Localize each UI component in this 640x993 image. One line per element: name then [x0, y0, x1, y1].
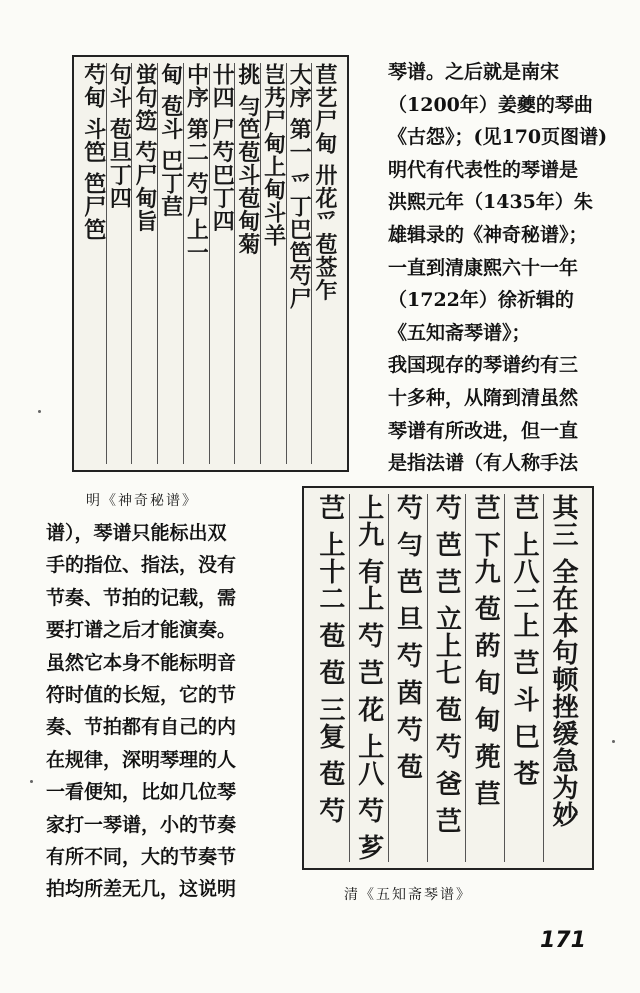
column-rule — [543, 494, 544, 862]
column-rule — [286, 63, 287, 464]
column-rule — [234, 63, 235, 464]
text-line: （1722年）徐祈辑的 — [388, 289, 574, 312]
text-line: 手的指位、指法，没有 — [46, 554, 237, 577]
scan-speck — [612, 740, 615, 743]
score-column: 中序 第二 芍尸上一 — [183, 63, 209, 265]
column-rule — [131, 63, 132, 464]
text-line: 符时值的长短，它的节 — [46, 684, 237, 706]
text-line: 节奏、节拍的记载，需 — [46, 586, 237, 609]
score-column: 大序 第一 爫丁巴笆芍尸 — [286, 63, 312, 311]
score-column: 挑 勻笆苞斗苞甸菊 — [234, 63, 260, 256]
column-rule — [504, 494, 505, 862]
score-column: 卄四 尸芍巴丁四 — [209, 63, 235, 233]
text-line: 是指法谱（有人称手法 — [388, 452, 579, 475]
qing-score-caption: 清《五知斋琴谱》 — [344, 887, 472, 903]
qing-score-image — [302, 486, 594, 870]
page-number: 171 — [540, 928, 586, 953]
ming-score-image — [72, 55, 349, 472]
text-line: 虽然它本身不能标明音 — [46, 651, 237, 674]
column-rule — [311, 63, 312, 464]
score-column: 芍 勻 芭 旦 芍 茵 芍 苞 — [392, 494, 423, 781]
column-rule — [427, 494, 428, 862]
text-line: 有所不同，大的节奏节 — [46, 846, 237, 868]
text-line: 《五知斋琴谱》； — [388, 321, 531, 344]
column-rule — [209, 63, 210, 464]
text-line: 一直到清康熙六十一年 — [388, 256, 579, 279]
score-column: 芑 上十二 苞 苞 三复 苞 芍 — [314, 494, 345, 825]
score-column: 蛍句笾 芍尸甸旨 — [132, 63, 158, 233]
column-rule — [183, 63, 184, 464]
score-column: 甸 苞斗 巴丁苣 — [157, 63, 183, 219]
score-column: 岂艿尸甸上甸斗羊 — [260, 63, 286, 247]
text-line: 要打谱之后才能演奏。 — [46, 619, 237, 642]
score-column: 芍甸 斗笆 笆尸笆 — [80, 63, 106, 242]
score-column: 其三 全在本句顿挫缓急为妙 — [547, 494, 578, 829]
score-column: 芑 上八二上 芑 斗 巳 苍 — [509, 494, 540, 788]
text-line: 琴谱有所改进，但一直 — [388, 419, 579, 442]
column-rule — [349, 494, 350, 862]
body-text-right — [388, 62, 620, 482]
score-column: 上九 有上 芍 芑 花 上八 芍 芗 — [353, 494, 384, 862]
text-line: 洪熙元年（1435年）朱 — [388, 191, 593, 214]
text-line: 拍均所差无几，这说明 — [46, 878, 237, 901]
text-line: 家打一琴谱，小的节奏 — [46, 813, 237, 836]
ming-score-columns — [80, 63, 341, 464]
text-line: 雄辑录的《神奇秘谱》； — [388, 224, 588, 246]
text-line: 在规律，深明琴理的人 — [46, 748, 237, 771]
column-rule — [260, 63, 261, 464]
body-text-left — [46, 523, 286, 913]
column-rule — [157, 63, 158, 464]
qing-score-columns — [310, 494, 586, 862]
text-line: 《古怨》；(见170页图谱) — [388, 126, 608, 149]
column-rule — [388, 494, 389, 862]
text-line: 明代有代表性的琴谱是 — [388, 158, 579, 181]
text-line: 一看便知，比如几位琴 — [46, 781, 237, 804]
scan-speck — [30, 780, 33, 783]
text-line: 十多种，从隋到清虽然 — [388, 387, 579, 409]
score-column: 句斗 苞旦丁四 — [106, 63, 132, 210]
text-line: 琴谱。之后就是南宋 — [388, 61, 560, 83]
ming-score-caption: 明《神奇秘谱》 — [86, 493, 198, 509]
score-column: 芍 芭 芑 立上七 苞 芍 爸 芑 — [431, 494, 462, 835]
text-line: 谱），琴谱只能标出双 — [46, 522, 227, 544]
column-rule — [106, 63, 107, 464]
score-column: 芑 下九 苞 菂 旬 甸 蔸 苣 — [470, 494, 501, 808]
text-line: （1200年）姜夔的琴曲 — [388, 93, 593, 116]
text-line: 我国现存的琴谱约有三 — [388, 354, 579, 377]
scan-speck — [38, 410, 41, 413]
text-line: 奏、节拍都有自己的内 — [46, 716, 237, 739]
column-rule — [465, 494, 466, 862]
score-column: 苣艺尸甸 卅花爫苞莶乍 — [311, 63, 337, 302]
